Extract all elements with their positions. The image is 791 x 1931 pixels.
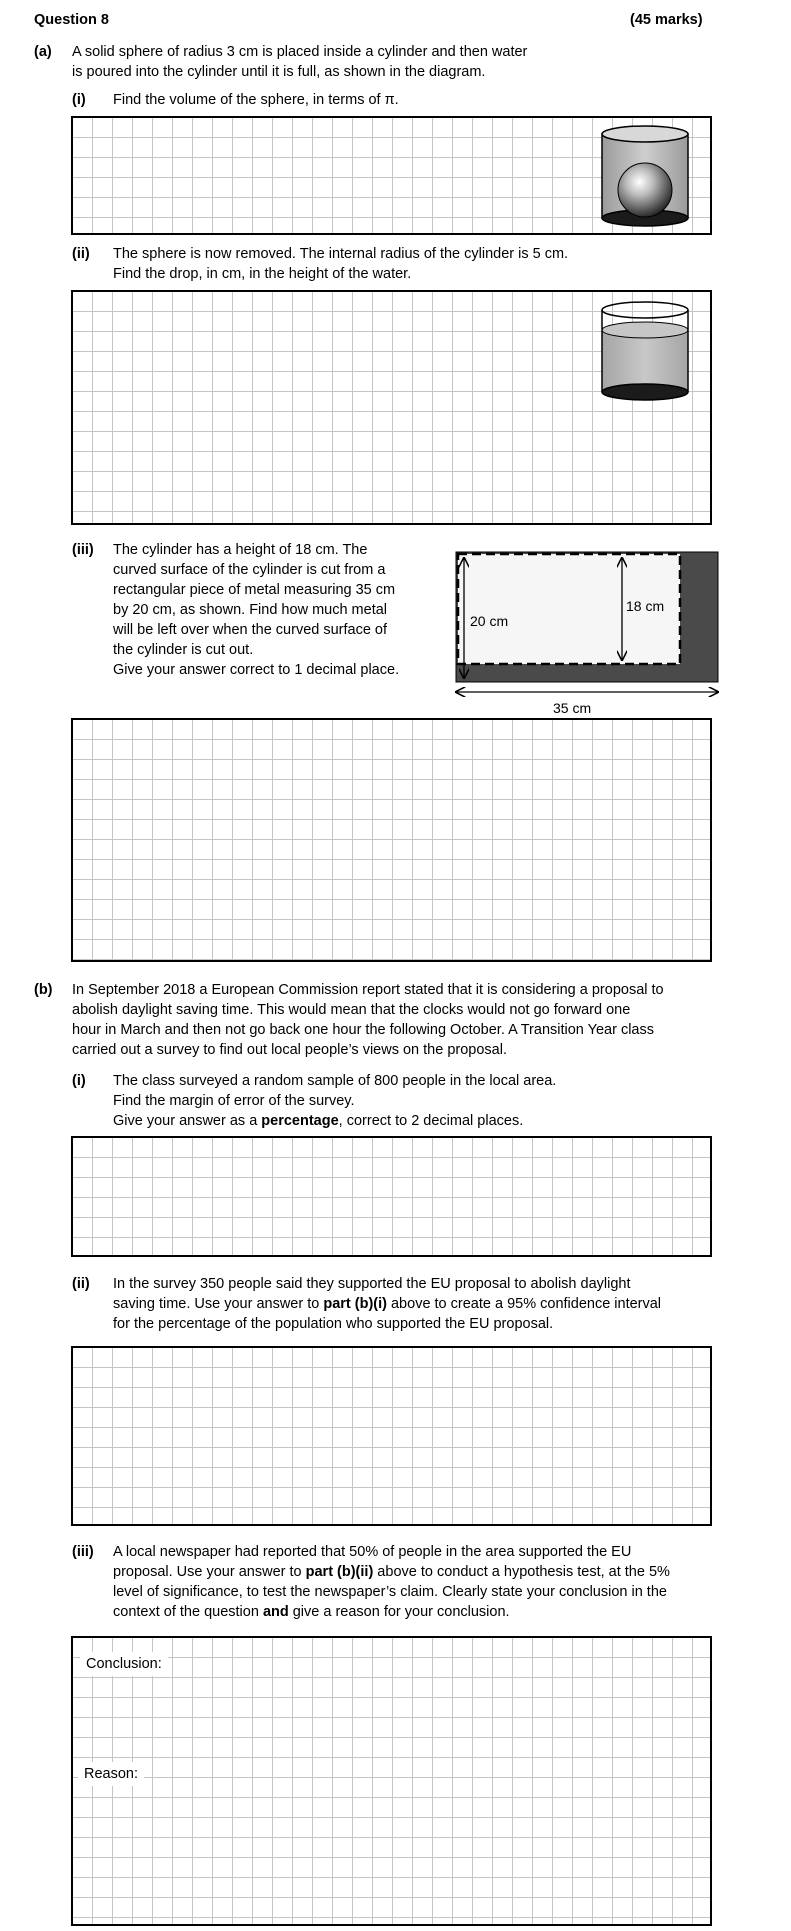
part-a-intro-line2: is poured into the cylinder until it is full, as shown in the diagram. xyxy=(72,64,486,80)
part-b-i-label: (i) xyxy=(72,1073,86,1089)
part-b-iii-line1: A local newspaper had reported that 50% of people in the area supported the EU xyxy=(113,1544,632,1560)
part-b-i-line2: Find the margin of error of the survey. xyxy=(113,1093,355,1109)
part-b-intro-line1: In September 2018 a European Commission report stated that it is considering a proposal to xyxy=(72,982,664,998)
answer-area-b-iii[interactable] xyxy=(71,1636,712,1926)
part-a-iii-line3: rectangular piece of metal measuring 35 cm xyxy=(113,582,396,598)
part-b-iii-label: (iii) xyxy=(72,1544,94,1560)
part-b-intro-line2: abolish daylight saving time. This would mean that the clocks would not go forward one xyxy=(72,1002,631,1018)
part-b-i-line3: Give your answer as a percentage, correct to 2 decimal places. xyxy=(113,1113,524,1129)
dim-height-label: 20 cm xyxy=(470,613,509,629)
part-a-iii-line1: The cylinder has a height of 18 cm. The xyxy=(113,542,368,558)
part-a-label: (a) xyxy=(34,44,52,60)
part-b-ii-line1: In the survey 350 people said they supported the EU proposal to abolish daylight xyxy=(113,1276,631,1292)
part-a-ii-line2: Find the drop, in cm, in the height of the water. xyxy=(113,266,412,282)
part-a-i-text: Find the volume of the sphere, in terms of π. xyxy=(113,92,399,108)
answer-area-b-i[interactable] xyxy=(71,1136,712,1257)
part-a-i-label: (i) xyxy=(72,92,86,108)
part-b-intro-line4: carried out a survey to find out local people’s views on the proposal. xyxy=(72,1042,507,1058)
part-b-ii-label: (ii) xyxy=(72,1276,90,1292)
question-marks: (45 marks) xyxy=(630,12,703,28)
part-a-intro-line1: A solid sphere of radius 3 cm is placed inside a cylinder and then water xyxy=(72,44,528,60)
part-a-iii-line5: will be left over when the curved surface of xyxy=(113,622,388,638)
dim-width-label: 35 cm xyxy=(553,700,592,716)
part-b-iii-line3: level of significance, to test the newspaper’s claim. Clearly state your conclusion in the xyxy=(113,1584,667,1600)
part-a-iii-line7: Give your answer correct to 1 decimal place. xyxy=(113,662,400,678)
cylinder-water-diagram xyxy=(596,300,696,404)
reason-label: Reason: xyxy=(78,1762,144,1786)
part-b-ii-line2: saving time. Use your answer to part (b)(i) above to create a 95% confidence interval xyxy=(113,1296,662,1312)
part-a-iii-line4: by 20 cm, as shown. Find how much metal xyxy=(113,602,388,618)
part-b-iii-line4: context of the question and give a reason for your conclusion. xyxy=(113,1604,510,1620)
question-title: Question 8 xyxy=(34,12,109,28)
part-b-label: (b) xyxy=(34,982,53,998)
part-a-iii-line6: the cylinder is cut out. xyxy=(113,642,254,658)
part-b-ii-line3: for the percentage of the population who supported the EU proposal. xyxy=(113,1316,554,1332)
part-b-iii-line2: proposal. Use your answer to part (b)(ii) above to conduct a hypothesis test, at the 5% xyxy=(113,1564,670,1580)
part-a-ii-line1: The sphere is now removed. The internal radius of the cylinder is 5 cm. xyxy=(113,246,569,262)
part-a-iii-line2: curved surface of the cylinder is cut from a xyxy=(113,562,386,578)
part-a-ii-label: (ii) xyxy=(72,246,90,262)
cylinder-with-sphere-diagram xyxy=(596,124,696,230)
part-a-iii-label: (iii) xyxy=(72,542,94,558)
conclusion-label: Conclusion: xyxy=(80,1652,168,1676)
part-b-i-line1: The class surveyed a random sample of 800 people in the local area. xyxy=(113,1073,557,1089)
part-b-intro-line3: hour in March and then not go back one hour the following October. A Transition Year class xyxy=(72,1022,654,1038)
dim-cut-height-label: 18 cm xyxy=(626,598,665,614)
answer-area-a-iii[interactable] xyxy=(71,718,712,962)
answer-area-b-ii[interactable] xyxy=(71,1346,712,1526)
